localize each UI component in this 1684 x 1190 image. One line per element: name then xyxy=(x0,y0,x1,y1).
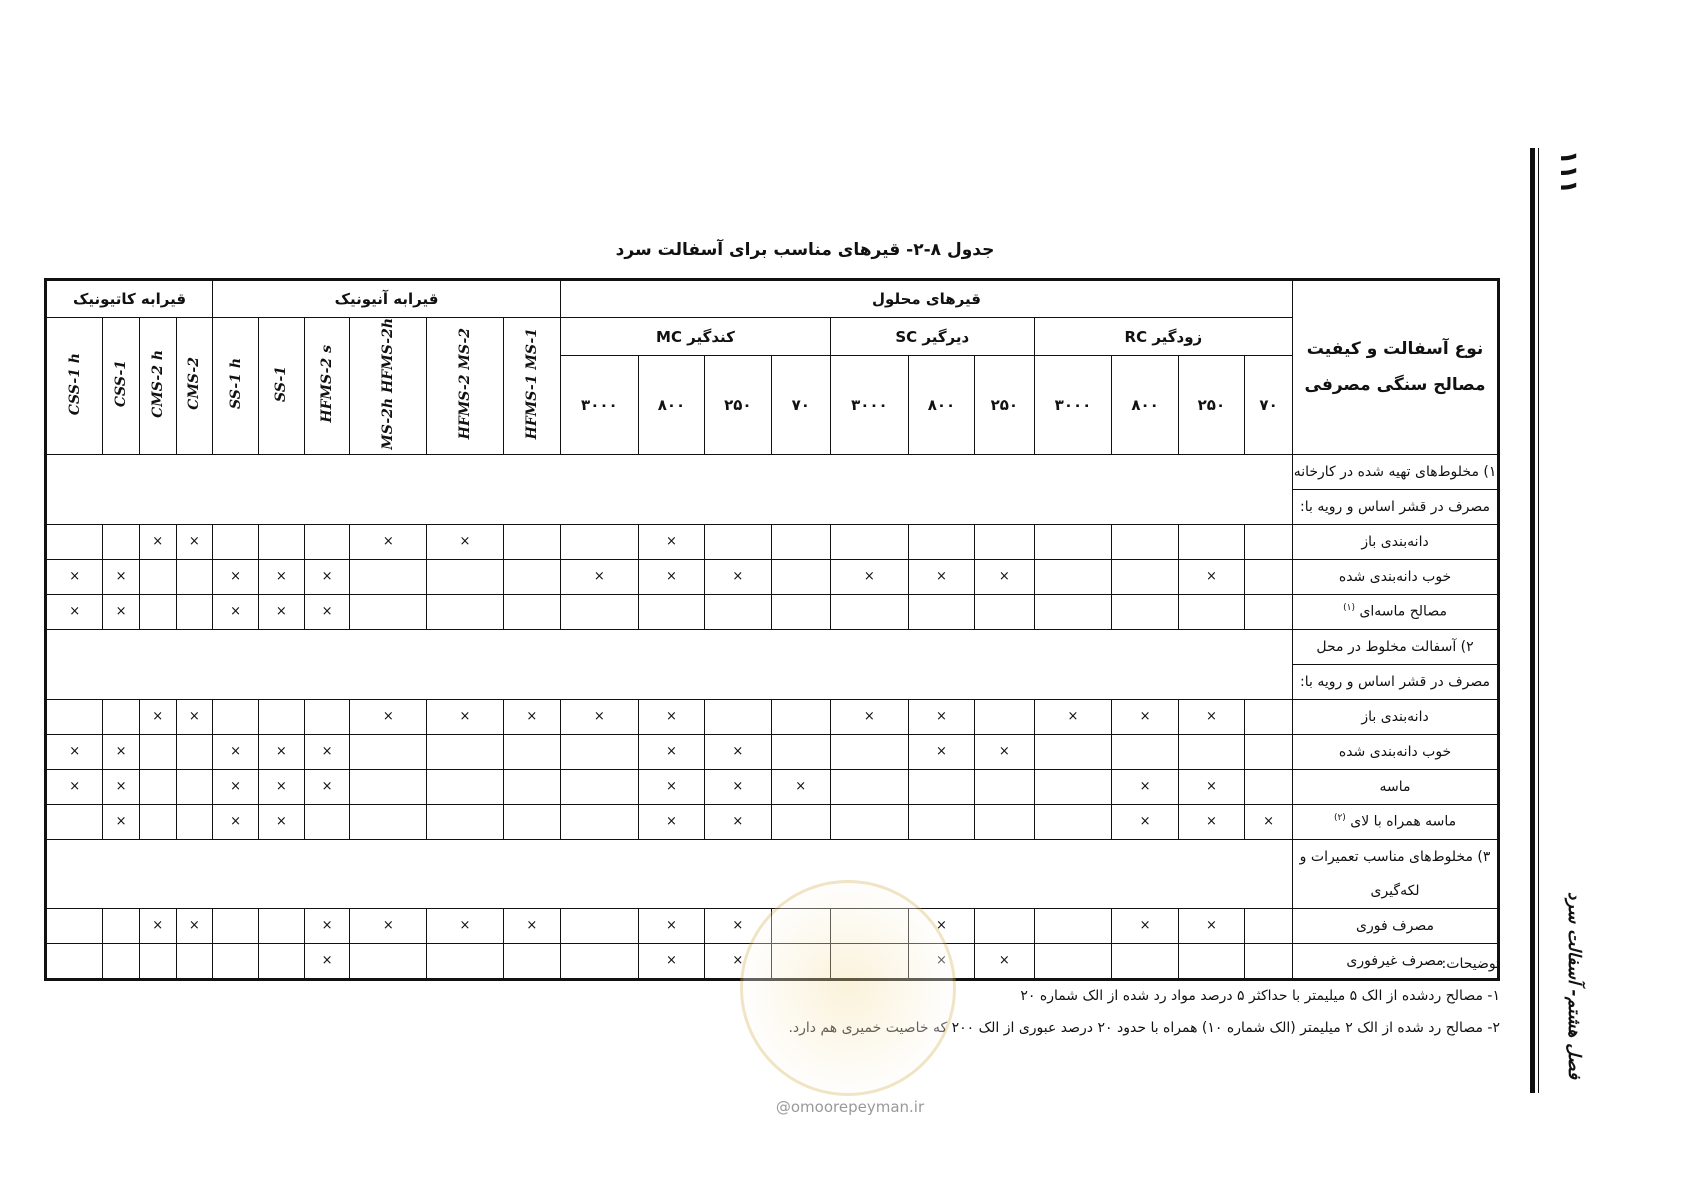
section-title-row xyxy=(46,454,1499,489)
row-label xyxy=(1293,734,1499,769)
col-cationic-3: CSS-1 h xyxy=(46,318,103,455)
empty-cell xyxy=(975,524,1034,559)
section-blank xyxy=(46,454,1293,524)
empty-cell xyxy=(1112,734,1178,769)
empty-cell xyxy=(830,524,908,559)
section-blank xyxy=(46,839,1293,908)
mark-cell: × xyxy=(350,908,427,943)
side-rule-thin xyxy=(1538,148,1539,1093)
empty-cell xyxy=(213,699,259,734)
row-label xyxy=(1293,524,1499,559)
empty-cell xyxy=(975,769,1034,804)
empty-cell xyxy=(638,594,704,629)
mark-cell: × xyxy=(908,699,974,734)
mark-cell: × xyxy=(1178,699,1244,734)
empty-cell xyxy=(258,699,304,734)
empty-cell xyxy=(503,804,560,839)
grade-cell: ۳۰۰۰ xyxy=(830,356,908,455)
mark-cell: × xyxy=(139,908,176,943)
empty-cell xyxy=(975,699,1034,734)
mark-cell: × xyxy=(350,524,427,559)
empty-cell xyxy=(176,734,213,769)
empty-cell xyxy=(304,524,350,559)
col-anionic-4: SS-1 xyxy=(258,318,304,455)
empty-cell xyxy=(503,734,560,769)
mark-cell: × xyxy=(1245,804,1293,839)
empty-cell xyxy=(139,804,176,839)
empty-cell xyxy=(560,734,638,769)
mark-cell: × xyxy=(908,559,974,594)
mark-cell: × xyxy=(638,559,704,594)
mark-cell: × xyxy=(258,594,304,629)
mark-cell: × xyxy=(213,734,259,769)
empty-cell xyxy=(176,594,213,629)
table-caption: جدول ۸-۲- قیرهای مناسب برای آسفالت سرد xyxy=(615,240,995,260)
mark-cell: × xyxy=(304,769,350,804)
section-title-row xyxy=(46,839,1499,908)
section-blank xyxy=(46,629,1293,699)
row-label xyxy=(1293,804,1499,839)
empty-cell xyxy=(139,734,176,769)
col-anionic-0: HFMS-1 MS-1 xyxy=(503,318,560,455)
mark-cell: × xyxy=(908,943,974,979)
mark-cell: × xyxy=(350,699,427,734)
empty-cell xyxy=(1034,734,1112,769)
empty-cell xyxy=(1034,594,1112,629)
empty-cell xyxy=(350,769,427,804)
mark-cell: × xyxy=(427,908,504,943)
empty-cell xyxy=(908,804,974,839)
empty-cell xyxy=(1112,559,1178,594)
mark-cell: × xyxy=(1178,559,1244,594)
empty-cell xyxy=(139,769,176,804)
empty-cell xyxy=(427,734,504,769)
empty-cell xyxy=(908,524,974,559)
empty-cell xyxy=(46,699,103,734)
mark-cell: × xyxy=(638,804,704,839)
mark-cell: × xyxy=(258,769,304,804)
section-subtitle: مصرف در قشر اساس و رویه با: xyxy=(1293,664,1499,699)
empty-cell xyxy=(176,769,213,804)
empty-cell xyxy=(350,594,427,629)
subgroup-rc: زودگیر RC xyxy=(1034,318,1293,356)
empty-cell xyxy=(139,559,176,594)
mark-cell: × xyxy=(427,524,504,559)
empty-cell xyxy=(258,524,304,559)
table-body xyxy=(46,454,1499,979)
page-number: ۱۱۱ xyxy=(1555,150,1583,194)
col-anionic-1: HFMS-2 MS-2 xyxy=(427,318,504,455)
mark-cell: × xyxy=(103,769,140,804)
col-cationic-2: CSS-1 xyxy=(103,318,140,455)
mark-cell: × xyxy=(304,734,350,769)
table-row xyxy=(46,804,1499,839)
chapter-title: فصل هشتم- آسفالت سرد xyxy=(1564,891,1584,1079)
grade-cell: ۲۵۰ xyxy=(1178,356,1244,455)
row-header-title: نوع آسفالت و کیفیت مصالح سنگی مصرفی xyxy=(1293,280,1499,455)
section-title: ۲) آسفالت مخلوط در محل xyxy=(1293,629,1499,664)
empty-cell xyxy=(1034,524,1112,559)
mark-cell: × xyxy=(139,524,176,559)
mark-cell: × xyxy=(304,943,350,979)
group-solution-asphalt: قیرهای محلول xyxy=(560,280,1292,318)
empty-cell xyxy=(258,908,304,943)
mark-cell: × xyxy=(638,734,704,769)
mark-cell: × xyxy=(560,559,638,594)
mark-cell: × xyxy=(705,734,771,769)
empty-cell xyxy=(1245,594,1293,629)
empty-cell xyxy=(176,804,213,839)
empty-cell xyxy=(427,594,504,629)
mark-cell: × xyxy=(638,943,704,979)
group-cationic-emulsion: قیرابه کاتیونیک xyxy=(46,280,213,318)
empty-cell xyxy=(908,594,974,629)
empty-cell xyxy=(975,908,1034,943)
empty-cell xyxy=(560,804,638,839)
empty-cell xyxy=(1245,559,1293,594)
mark-cell: × xyxy=(705,908,771,943)
mark-cell: × xyxy=(1178,804,1244,839)
mark-cell: × xyxy=(638,699,704,734)
mark-cell: × xyxy=(46,559,103,594)
mark-cell: × xyxy=(213,804,259,839)
mark-cell: × xyxy=(1178,769,1244,804)
empty-cell xyxy=(103,908,140,943)
row-label xyxy=(1293,559,1499,594)
grade-cell: ۷۰ xyxy=(1245,356,1293,455)
empty-cell xyxy=(975,594,1034,629)
empty-cell xyxy=(1245,734,1293,769)
mark-cell: × xyxy=(46,769,103,804)
mark-cell: × xyxy=(1112,769,1178,804)
grade-cell: ۳۰۰۰ xyxy=(1034,356,1112,455)
side-rule xyxy=(1530,148,1535,1093)
mark-cell: × xyxy=(1178,908,1244,943)
mark-cell: × xyxy=(258,734,304,769)
notes-heading: توضیحات: xyxy=(1441,956,1500,972)
row-footnote-ref: (۲) xyxy=(1333,813,1346,824)
grade-cell: ۲۵۰ xyxy=(705,356,771,455)
mark-cell: × xyxy=(908,908,974,943)
empty-cell xyxy=(350,804,427,839)
empty-cell xyxy=(503,524,560,559)
mark-cell: × xyxy=(830,559,908,594)
row-footnote-ref: (۱) xyxy=(1343,603,1355,614)
empty-cell xyxy=(1034,559,1112,594)
empty-cell xyxy=(176,559,213,594)
row-label-text: خوب دانه‌بندی شده xyxy=(1338,743,1452,760)
mark-cell: × xyxy=(975,559,1034,594)
mark-cell: × xyxy=(258,559,304,594)
table-row xyxy=(46,594,1499,629)
empty-cell xyxy=(1245,524,1293,559)
empty-cell xyxy=(1178,524,1244,559)
asphalt-table xyxy=(44,278,1500,981)
watermark-seal-icon xyxy=(740,880,956,1096)
table-row xyxy=(46,769,1499,804)
mark-cell: × xyxy=(975,734,1034,769)
empty-cell xyxy=(705,524,771,559)
row-label xyxy=(1293,594,1499,629)
section-subtitle: مصرف در قشر اساس و رویه با: xyxy=(1293,489,1499,524)
mark-cell: × xyxy=(103,804,140,839)
mark-cell: × xyxy=(304,908,350,943)
empty-cell xyxy=(46,908,103,943)
mark-cell: × xyxy=(258,804,304,839)
col-anionic-2: MS-2h HFMS-2h xyxy=(350,318,427,455)
empty-cell xyxy=(304,699,350,734)
mark-cell: × xyxy=(503,699,560,734)
row-label-text: ماسه xyxy=(1379,778,1411,795)
empty-cell xyxy=(1034,908,1112,943)
table-row xyxy=(46,734,1499,769)
grade-cell: ۸۰۰ xyxy=(638,356,704,455)
mark-cell: × xyxy=(1112,804,1178,839)
col-cationic-1: CMS-2 h xyxy=(139,318,176,455)
empty-cell xyxy=(46,804,103,839)
row-label xyxy=(1293,908,1499,943)
mark-cell: × xyxy=(705,943,771,979)
empty-cell xyxy=(908,769,974,804)
empty-cell xyxy=(771,804,830,839)
empty-cell xyxy=(103,699,140,734)
row-label-text: خوب دانه‌بندی شده xyxy=(1338,568,1452,585)
empty-cell xyxy=(503,559,560,594)
grade-cell: ۲۵۰ xyxy=(975,356,1034,455)
row-label-text: ماسه همراه با لای xyxy=(1350,814,1457,831)
empty-cell xyxy=(560,908,638,943)
empty-cell xyxy=(1245,908,1293,943)
empty-cell xyxy=(830,594,908,629)
col-anionic-3: HFMS-2 s xyxy=(304,318,350,455)
mark-cell: × xyxy=(705,769,771,804)
empty-cell xyxy=(560,524,638,559)
mark-cell: × xyxy=(638,769,704,804)
subgroup-sc: دیرگیر SC xyxy=(830,318,1034,356)
mark-cell: × xyxy=(213,594,259,629)
empty-cell xyxy=(560,594,638,629)
mark-cell: × xyxy=(1112,908,1178,943)
mark-cell: × xyxy=(427,699,504,734)
mark-cell: × xyxy=(908,734,974,769)
mark-cell: × xyxy=(304,559,350,594)
table-row xyxy=(46,559,1499,594)
grade-cell: ۳۰۰۰ xyxy=(560,356,638,455)
empty-cell xyxy=(1112,594,1178,629)
mark-cell: × xyxy=(705,804,771,839)
mark-cell: × xyxy=(46,594,103,629)
section-title-row xyxy=(46,629,1499,664)
grade-cell: ۸۰۰ xyxy=(908,356,974,455)
mark-cell: × xyxy=(103,734,140,769)
mark-cell: × xyxy=(638,524,704,559)
grade-cell: ۸۰۰ xyxy=(1112,356,1178,455)
mark-cell: × xyxy=(213,559,259,594)
mark-cell: × xyxy=(1112,699,1178,734)
empty-cell xyxy=(1034,804,1112,839)
empty-cell xyxy=(139,594,176,629)
empty-cell xyxy=(1245,769,1293,804)
empty-cell xyxy=(350,559,427,594)
row-label-text: مصرف فوری xyxy=(1356,917,1435,934)
row-label-text: دانه‌بندی باز xyxy=(1361,533,1429,550)
empty-cell xyxy=(503,769,560,804)
col-anionic-5: SS-1 h xyxy=(213,318,259,455)
empty-cell xyxy=(975,804,1034,839)
watermark-site: @omoorepeyman.ir xyxy=(775,1098,925,1116)
empty-cell xyxy=(771,559,830,594)
empty-cell xyxy=(830,734,908,769)
mark-cell: × xyxy=(46,734,103,769)
mark-cell: × xyxy=(560,699,638,734)
row-label xyxy=(1293,699,1499,734)
mark-cell: × xyxy=(830,699,908,734)
table-row xyxy=(46,699,1499,734)
mark-cell: × xyxy=(176,699,213,734)
empty-cell xyxy=(830,769,908,804)
mark-cell: × xyxy=(503,908,560,943)
empty-cell xyxy=(830,804,908,839)
mark-cell: × xyxy=(176,908,213,943)
empty-cell xyxy=(1245,699,1293,734)
empty-cell xyxy=(705,594,771,629)
grade-cell: ۷۰ xyxy=(771,356,830,455)
mark-cell: × xyxy=(975,943,1034,979)
row-label-text: مصرف غیرفوری xyxy=(1346,952,1444,969)
mark-cell: × xyxy=(638,908,704,943)
empty-cell xyxy=(213,908,259,943)
empty-cell xyxy=(771,734,830,769)
empty-cell xyxy=(560,769,638,804)
empty-cell xyxy=(1178,734,1244,769)
section-title: ۱) مخلوط‌های تهیه شده در کارخانه xyxy=(1293,454,1499,489)
empty-cell xyxy=(350,734,427,769)
empty-cell xyxy=(304,804,350,839)
mark-cell: × xyxy=(771,769,830,804)
empty-cell xyxy=(46,524,103,559)
subgroup-mc: کندگیر MC xyxy=(560,318,830,356)
mark-cell: × xyxy=(103,559,140,594)
empty-cell xyxy=(103,524,140,559)
empty-cell xyxy=(427,769,504,804)
mark-cell: × xyxy=(103,594,140,629)
mark-cell: × xyxy=(176,524,213,559)
empty-cell xyxy=(213,524,259,559)
mark-cell: × xyxy=(1034,699,1112,734)
note-item-2: ۲- مصالح رد شده از الک ۲ میلیمتر (الک شماره ۱۰) همراه با حدود ۲۰ درصد عبوری از الک ۲۰۰ که خاصیت خمیری هم دارد. xyxy=(788,1020,1500,1036)
mark-cell: × xyxy=(139,699,176,734)
note-item-1: ۱- مصالح ردشده از الک ۵ میلیمتر با حداکثر ۵ درصد مواد رد شده از الک شماره ۲۰ xyxy=(1020,988,1500,1004)
row-label xyxy=(1293,769,1499,804)
row-label-text: دانه‌بندی باز xyxy=(1361,708,1429,725)
mark-cell: × xyxy=(705,559,771,594)
empty-cell xyxy=(1034,769,1112,804)
empty-cell xyxy=(503,594,560,629)
empty-cell xyxy=(771,594,830,629)
mark-cell: × xyxy=(213,769,259,804)
empty-cell xyxy=(1112,524,1178,559)
mark-cell: × xyxy=(304,594,350,629)
empty-cell xyxy=(1178,594,1244,629)
table-row xyxy=(46,524,1499,559)
col-cationic-0: CMS-2 xyxy=(176,318,213,455)
empty-cell xyxy=(427,804,504,839)
empty-cell xyxy=(705,699,771,734)
empty-cell xyxy=(771,699,830,734)
empty-cell xyxy=(771,524,830,559)
row-label-text: مصالح ماسه‌ای xyxy=(1359,604,1447,621)
empty-cell xyxy=(427,559,504,594)
group-anionic-emulsion: قیرابه آنیونیک xyxy=(213,280,561,318)
section-title: ۳) مخلوط‌های مناسب تعمیرات و لکه‌گیری xyxy=(1293,839,1499,908)
